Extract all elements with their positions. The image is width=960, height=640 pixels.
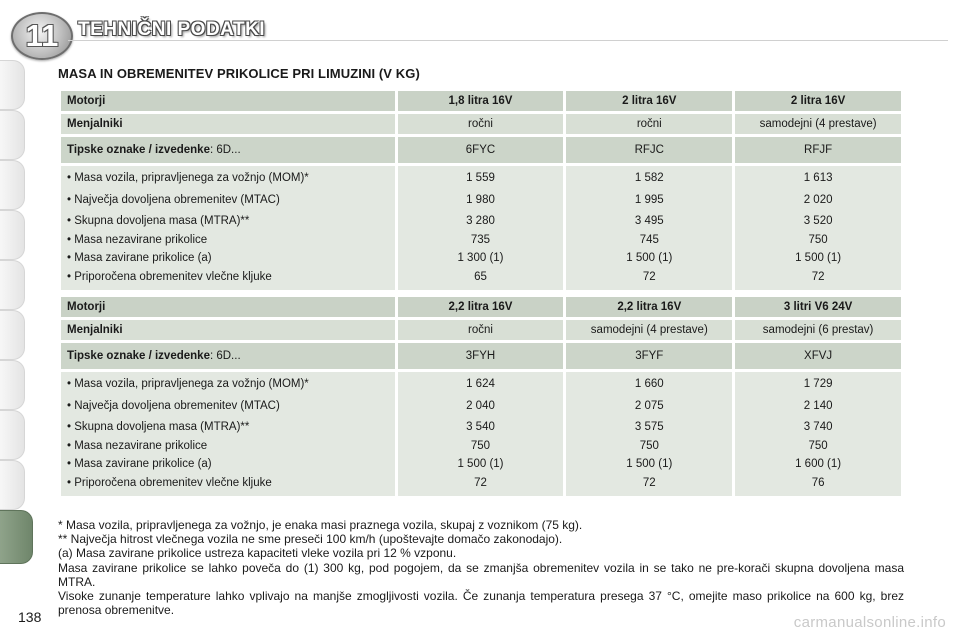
chapter-tab[interactable] [0, 360, 25, 410]
gearbox-cell: samodejni (4 prestave) [735, 114, 901, 134]
gearbox-cell: samodejni (4 prestave) [566, 320, 732, 340]
footnote: Visoke zunanje temperature lahko vplivajo na manjše zmogljivosti vozila. Če zunanja temperatura presega 37 °C, omejite maso prikolice na 600 kg, brez prenosa obremenitve. [58, 589, 904, 618]
row-label: • Priporočena obremenitev vlečne kljuke [67, 476, 272, 489]
gearbox-label: Menjalniki [61, 114, 395, 134]
chapter-tab[interactable] [0, 160, 25, 210]
chapter-tab[interactable] [0, 310, 25, 360]
row-label: • Masa nezavirane prikolice [67, 233, 208, 246]
footnote: (a) Masa zavirane prikolice ustreza kapaciteti vleke vozila pri 12 % vzponu. [58, 546, 457, 561]
value-cell: 65 [474, 270, 487, 283]
type-label: Tipske oznake / izvedenke [67, 144, 210, 156]
row-labels [61, 372, 395, 496]
value-cell: 72 [642, 270, 656, 283]
row-label: • Največja dovoljena obremenitev (MTAC) [67, 193, 280, 206]
row-label: • Masa zavirane prikolice (a) [67, 252, 212, 265]
engine-row [61, 91, 901, 111]
header-divider [68, 40, 948, 41]
row-label: • Masa vozila, pripravljenega za vožnjo (MOM)* [67, 378, 309, 390]
value-cell: 1 500 (1) [795, 252, 842, 265]
footnote: Masa zavirane prikolice se lahko poveča do (1) 300 kg, pod pogojem, da se zmanjša obremenitev vozila in se tako ne pre-korači skupna dovoljena masa MTRA. [58, 560, 904, 589]
row-label: • Največja dovoljena obremenitev (MTAC) [67, 399, 280, 412]
value-cell: 1 500 (1) [626, 252, 673, 265]
gearbox-cell: samodejni (6 prestav) [735, 320, 901, 340]
engine-cell: 3 litri V6 24V [735, 297, 901, 317]
value-cell: 750 [808, 233, 828, 246]
value-column [398, 372, 564, 496]
value-cell: 1 729 [803, 378, 833, 390]
type-cell: XFVJ [735, 343, 901, 369]
type-cell: 3FYH [398, 343, 564, 369]
type-suffix: : 6D... [209, 350, 241, 362]
chapter-tab[interactable] [0, 60, 25, 110]
value-cell: 750 [639, 439, 659, 452]
engine-row [61, 297, 901, 317]
chapter-number: 11 [25, 18, 59, 53]
type-cell: 3FYF [566, 343, 732, 369]
chapter-header [0, 0, 960, 60]
value-cell: 1 300 (1) [457, 252, 504, 265]
value-cell: 1 995 [634, 193, 664, 206]
row-label: • Skupna dovoljena masa (MTRA)** [67, 215, 250, 228]
type-suffix: : 6D... [209, 144, 241, 156]
value-cell: 72 [474, 476, 487, 489]
engine-cell: 2 litra 16V [735, 91, 901, 111]
value-cell: 3 520 [803, 215, 833, 228]
row-label: • Masa vozila, pripravljenega za vožnjo (MOM)* [67, 172, 309, 184]
chapter-tabs [0, 60, 36, 620]
value-cell: 2 140 [803, 399, 833, 412]
data-row [61, 166, 901, 290]
value-cell: 1 660 [634, 378, 664, 390]
value-cell: 750 [470, 439, 491, 452]
value-cell: 3 540 [466, 421, 495, 434]
value-cell: 1 500 (1) [457, 458, 504, 471]
engine-label: Motorji [61, 91, 395, 111]
value-column [735, 166, 901, 290]
chapter-tab[interactable] [0, 460, 25, 510]
gearbox-cell: ročni [398, 114, 564, 134]
value-cell: 745 [639, 233, 659, 246]
engine-cell: 2,2 litra 16V [566, 297, 732, 317]
value-column [735, 372, 901, 496]
footnote: * Masa vozila, pripravljenega za vožnjo, je enaka masi praznega vozila, skupaj z voznikom (75 kg). [58, 518, 583, 532]
type-cell: 6FYC [398, 137, 564, 163]
chapter-tab[interactable] [0, 110, 25, 160]
chapter-title: TEHNIČNI PODATKI [78, 19, 266, 40]
type-row [61, 137, 901, 163]
value-cell: 3 575 [634, 421, 664, 434]
type-row [61, 343, 901, 369]
value-column [566, 166, 732, 290]
engine-cell: 2 litra 16V [566, 91, 732, 111]
value-cell: 2 075 [634, 399, 664, 412]
value-cell: 2 040 [466, 399, 495, 412]
specs-table-2 [58, 294, 904, 499]
gearbox-row [61, 114, 901, 134]
value-cell: 72 [642, 476, 656, 489]
row-label: • Skupna dovoljena masa (MTRA)** [67, 421, 250, 434]
chapter-tab[interactable] [0, 210, 25, 260]
value-column [566, 372, 732, 496]
row-label: • Masa zavirane prikolice (a) [67, 458, 212, 471]
engine-cell: 2,2 litra 16V [398, 297, 564, 317]
row-label: • Priporočena obremenitev vlečne kljuke [67, 270, 272, 283]
value-cell: 1 500 (1) [626, 458, 673, 471]
data-row [61, 372, 901, 496]
value-cell: 72 [811, 270, 825, 283]
type-label-cell [61, 137, 395, 163]
chapter-tab-active[interactable] [0, 510, 33, 564]
specs-table-1 [58, 88, 904, 293]
page-number: 138 [18, 609, 42, 625]
row-labels [61, 166, 395, 290]
watermark-text: carmanualsonline.info [793, 614, 946, 631]
chapter-number-badge [11, 12, 73, 60]
value-cell: 76 [811, 476, 825, 489]
gearbox-row [61, 320, 901, 340]
chapter-tab[interactable] [0, 260, 25, 310]
value-cell: 1 582 [634, 172, 664, 184]
value-cell: 1 613 [803, 172, 833, 184]
value-cell: 3 495 [634, 215, 664, 228]
engine-cell: 1,8 litra 16V [398, 91, 564, 111]
value-cell: 2 020 [803, 193, 833, 206]
value-cell: 1 559 [466, 172, 495, 184]
value-cell: 750 [808, 439, 828, 452]
value-cell: 735 [470, 233, 491, 246]
value-column [398, 166, 564, 290]
row-label: • Masa nezavirane prikolice [67, 439, 208, 452]
gearbox-label: Menjalniki [61, 320, 395, 340]
value-cell: 3 740 [803, 421, 833, 434]
gearbox-cell: ročni [566, 114, 732, 134]
engine-label: Motorji [61, 297, 395, 317]
type-label-cell [61, 343, 395, 369]
type-label: Tipske oznake / izvedenke [67, 350, 210, 362]
value-cell: 1 980 [466, 193, 495, 206]
section-title: MASA IN OBREMENITEV PRIKOLICE PRI LIMUZINI (V KG) [58, 66, 420, 81]
type-cell: RFJF [735, 137, 901, 163]
type-cell: RFJC [566, 137, 732, 163]
footnote: ** Največja hitrost vlečnega vozila ne sme preseči 100 km/h (upoštevajte domačo zakonodajo). [58, 532, 563, 547]
gearbox-cell: ročni [398, 320, 564, 340]
value-cell: 3 280 [466, 215, 495, 228]
footnotes [58, 518, 904, 617]
value-cell: 1 600 (1) [795, 458, 842, 471]
value-cell: 1 624 [466, 378, 495, 390]
chapter-tab[interactable] [0, 410, 25, 460]
